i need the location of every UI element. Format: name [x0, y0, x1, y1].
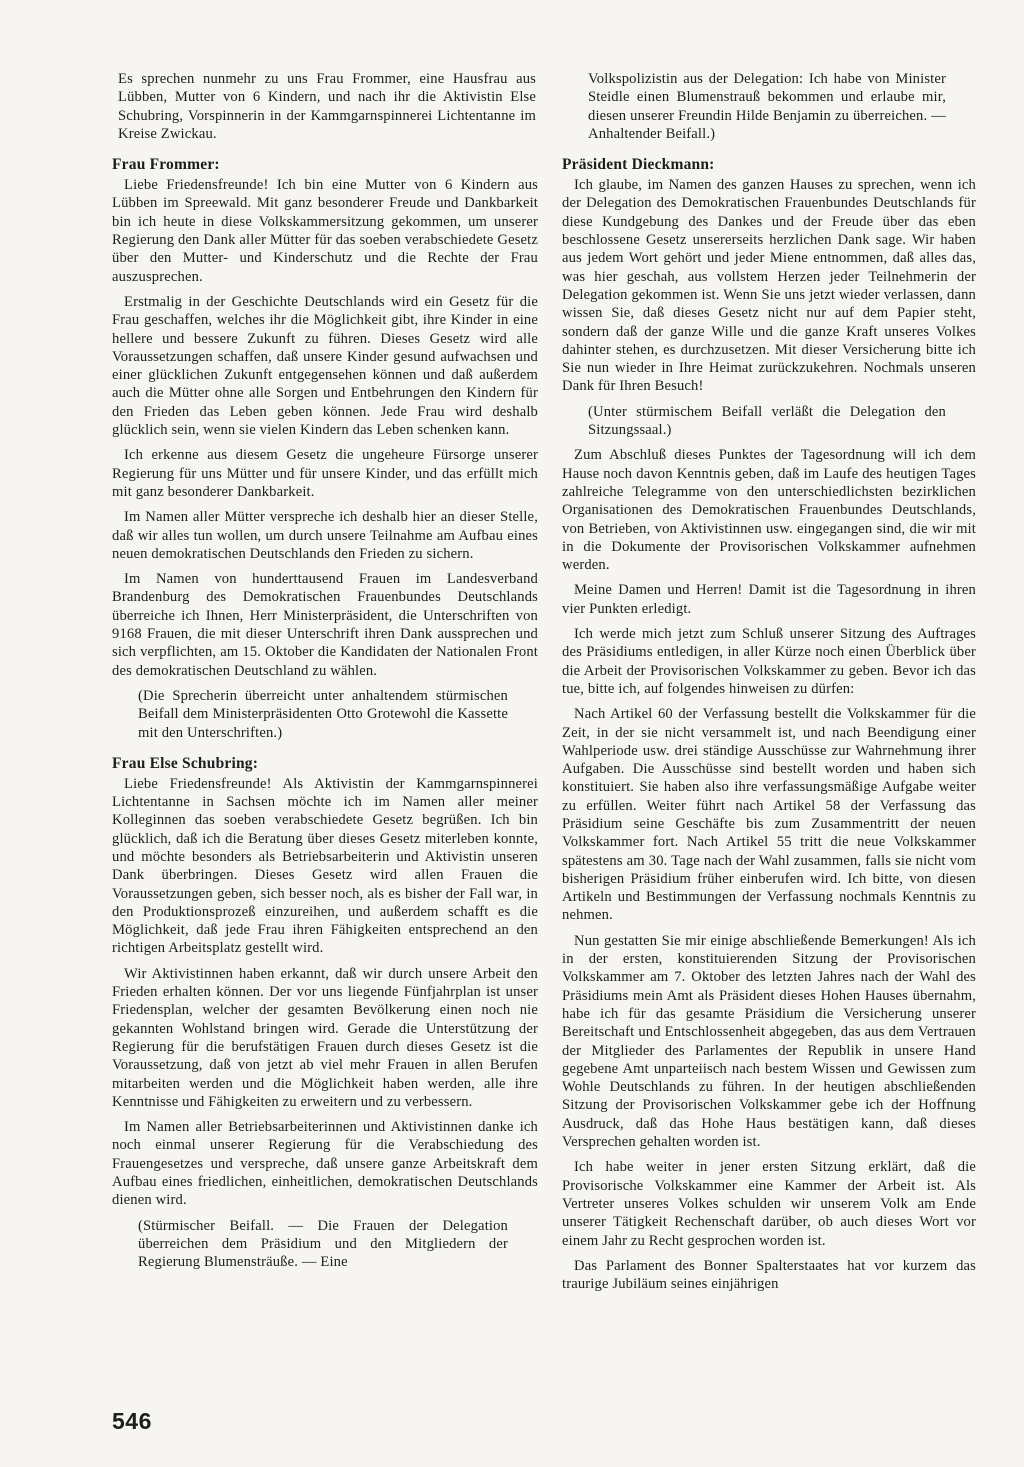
schubring-paragraph-3: Im Namen aller Betriebsarbeiterinnen und Aktivistinnen danke ich noch einmal unserer Regierung für die Verabschiedung des Frauengesetzes und verspreche, daß unsere ganze Arbeitskraft dem Aufbau eines friedlichen, einheitlichen, demokratischen Deutschlands dienen wird.: [112, 1119, 538, 1209]
dieckmann-paragraph-3: Meine Damen und Herren! Damit ist die Tagesordnung in ihren vier Punkten erledigt.: [562, 582, 976, 617]
frommer-paragraph-2: Erstmalig in der Geschichte Deutschlands wird ein Gesetz für die Frau geschaffen, welches ihr die Möglichkeit gibt, ihre Kinder in eine hellere und bessere Zukunft zu führen. Dieses Gesetz wird alle Voraussetzungen schaffen, daß unsere Kinder gesund aufwachsen und einer glücklichen Zukunft entgegensehen können und daß außerdem auch die Mütter ohne alle Sorgen und Entbehrungen den Kindern für den Frieden das Leben geben können. Jede Frau wird deshalb glücklich sein, wenn sie vielen Kindern das Leben schenken kann.: [112, 293, 538, 439]
intro-paragraph: Es sprechen nunmehr zu uns Frau Frommer, eine Hausfrau aus Lübben, Mutter von 6 Kindern, und nach ihr die Aktivistin Else Schubring, Vorspinnerin in der Kammgarnspinnerei Lichtentanne im Kreise Zwickau.: [118, 71, 536, 142]
dieckmann-paragraph-8: Das Parlament des Bonner Spalterstaates hat vor kurzem das traurige Jubiläum seines einjährigen: [562, 1257, 976, 1293]
stage-direction-1: (Die Sprecherin überreicht unter anhaltendem stürmischen Beifall dem Ministerpräsidenten Otto Grotewohl die Kassette mit den Unterschriften.): [138, 687, 508, 741]
stage-direction-3: (Unter stürmischem Beifall verläßt die Delegation den Sitzungssaal.): [588, 403, 946, 439]
dieckmann-paragraph-1: Ich glaube, im Namen des ganzen Hauses zu sprechen, wenn ich der Delegation des Demokratischen Frauenbundes Deutschlands für diese Kundgebung des Dankes und der Freude über das eben beschlossene Gesetz unsererseits herzlichen Dank sage. Wir haben aus jedem Wort gehört und jeder Miene entnommen, daß alles das, was hier geschah, aus vollstem Herzen jeder Teilnehmerin der Delegation gekommen ist. Wenn Sie uns jetzt wieder verlassen, dann wissen Sie, daß dieses Gesetz nicht nur auf dem Papier steht, sondern daß der ganze Wille und die ganze Kraft unseres Volkes dahinter stehen, es durchzusetzen. Mit dieser Versicherung bitte ich Sie nun wieder in Ihre Heimat zurückzukehren. Nochmals unseren Dank für Ihren Besuch!: [562, 177, 976, 395]
dieckmann-paragraph-5: Nach Artikel 60 der Verfassung bestellt die Volkskammer für die Zeit, in der sie nicht versammelt ist, und nach Beendigung einer Wahlperiode usw. drei ständige Ausschüsse zur Wahrnehmung ihrer Aufgaben. Die Ausschüsse sind bestellt worden und haben sich konstituiert. Sie haben also ihre verfassungsmäßige Aufgabe weiter zu erfüllen. Weiter führt nach Artikel 58 der Verfassung das Präsidium seine Geschäfte bis zum Zusammentritt der neuen Volkskammer fort. Nach Artikel 55 tritt die neue Volkskammer spätestens am 30. Tage nach der Wahl zusammen, falls sie nicht vom bisherigen Präsidium früher einberufen wird. Ich bitte, von diesen Artikeln und Bestimmungen der Verfassung nochmals Kenntnis zu nehmen.: [562, 706, 976, 924]
frommer-paragraph-4: Im Namen aller Mütter verspreche ich deshalb hier an dieser Stelle, daß wir alles tun wollen, um durch unsere Teilnahme am Aufbau eines neuen demokratischen Deutschlands den Frieden zu sichern.: [112, 509, 538, 562]
stage-direction-2: (Stürmischer Beifall. — Die Frauen der Delegation überreichen dem Präsidium und den Mitgliedern der Regierung Blumensträuße. — Eine: [138, 1217, 508, 1271]
frommer-paragraph-1: Liebe Friedensfreunde! Ich bin eine Mutter von 6 Kindern aus Lübben im Spreewald. Mit ganz besonderer Freude und Dankbarkeit bin ich heute in diese Volkskammersitzung gekommen, um unserer Regierung den Dank aller Mütter für das soeben verabschiedete Gesetz über den Mutter- und Kinderschutz und die Rechte der Frau auszusprechen.: [112, 177, 538, 285]
speaker-heading-dieckmann: Präsident Dieckmann:: [562, 156, 715, 174]
dieckmann-paragraph-2: Zum Abschluß dieses Punktes der Tagesordnung will ich dem Hause noch davon Kenntnis geben, daß im Laufe des heutigen Tages zahlreiche Telegramme von den unterschiedlichsten bezirklichen Organisationen des Demokratischen Frauenbundes Deutschlands, von Betrieben, von Aktivistinnen usw. eingegangen sind, die wir mit in die Dokumente der Provisorischen Volkskammer aufnehmen werden.: [562, 447, 976, 574]
left-column: [112, 70, 538, 1279]
dieckmann-paragraph-4: Ich werde mich jetzt zum Schluß unserer Sitzung des Auftrages des Präsidiums entledigen, in aller Kürze noch einen Überblick über die Arbeit der Provisorischen Volkskammer zu geben. Bevor ich das tue, bitte ich, auf folgendes hinweisen zu dürfen:: [562, 626, 976, 697]
page-number: 546: [112, 1408, 152, 1434]
schubring-paragraph-2: Wir Aktivistinnen haben erkannt, daß wir durch unsere Arbeit den Frieden erhalten können. Der vor uns liegende Fünfjahrplan ist unser Friedensplan, welcher der gesamten Bevölkerung einen noch nie gekannten Wohlstand bringen wird. Gerade die Unterstützung der Regierung für die berufstätigen Frauen durch dieses Gesetz ist die Voraussetzung, daß von jetzt ab viel mehr Frauen in allen Berufen mitarbeiten werden und die Möglichkeit haben werden, alle ihre Kenntnisse und Fähigkeiten zu erweitern und zu verbessern.: [112, 965, 538, 1110]
right-column: [562, 70, 976, 1300]
speaker-heading-frommer: Frau Frommer:: [112, 156, 220, 174]
stage-direction-2-continued: Volkspolizistin aus der Delegation: Ich habe von Minister Steidle einen Blumenstrauß bekommen und erlaube mir, diesen unserer Freundin Hilde Benjamin zu überreichen. — Anhaltender Beifall.): [588, 71, 946, 142]
dieckmann-paragraph-7: Ich habe weiter in jener ersten Sitzung erklärt, daß die Provisorische Volkskammer eine Kammer der Arbeit ist. Als Vertreter unseres Volkes schulden wir unserem Volk am Ende unserer Tätigkeit Rechenschaft darüber, ob auch dieses Wort vor einem Jahr zu Recht gesprochen worden ist.: [562, 1159, 976, 1249]
frommer-paragraph-3: Ich erkenne aus diesem Gesetz die ungeheure Fürsorge unserer Regierung für uns Mütter und für unsere Kinder, und das erfüllt mich mit ganz besonderer Dankbarkeit.: [112, 447, 538, 500]
speaker-heading-schubring: Frau Else Schubring:: [112, 754, 259, 772]
dieckmann-paragraph-6: Nun gestatten Sie mir einige abschließende Bemerkungen! Als ich in der ersten, konstituierenden Sitzung der Provisorischen Volkskammer am 7. Oktober des letzten Jahres nach der Wahl des Präsidiums mein Amt als Präsident dieses Hohen Hauses übernahm, habe ich für das gesamte Präsidium die Versicherung unserer Bereitschaft und Entschlossenheit abgegeben, das aus dem Vertrauen der Mitglieder des Parlamentes der Republik in unsere Hand gegebene Amt unparteiisch nach bestem Wissen und Gewissen zum Wohle Deutschlands zu führen. In der heutigen abschließenden Sitzung der Provisorischen Volkskammer gebe ich der Hoffnung Ausdruck, daß das Hohe Haus bestätigen kann, daß dieses Versprechen gehalten worden ist.: [562, 932, 976, 1151]
frommer-paragraph-5: Im Namen von hunderttausend Frauen im Landesverband Brandenburg des Demokratischen Frauenbundes Deutschlands überreiche ich Ihnen, Herr Ministerpräsident, die Unterschriften von 9168 Frauen, die mit dieser Unterschrift ihren Dank aussprechen und sich verpflichten, am 15. Oktober die Kandidaten der Nationalen Front des demokratischen Deutschland zu wählen.: [112, 571, 538, 679]
schubring-paragraph-1: Liebe Friedensfreunde! Als Aktivistin der Kammgarnspinnerei Lichtentanne in Sachsen möchte ich im Namen aller meiner Kolleginnen das soeben verabschiedete Gesetz begrüßen. Ich bin glücklich, daß ich die Beratung über dieses Gesetz miterleben konnte, und möchte besonders als Betriebsarbeiterin und Aktivistin unseren Dank überbringen. Dieses Gesetz wird allen Frauen die Voraussetzungen geben, sich besser noch, als es bisher der Fall war, in den Produktionsprozeß einzureihen, und außerdem schafft es die Möglichkeit, daß jede Frau ihren Fähigkeiten entsprechend an den richtigen Arbeitsplatz gestellt wird.: [112, 775, 538, 957]
